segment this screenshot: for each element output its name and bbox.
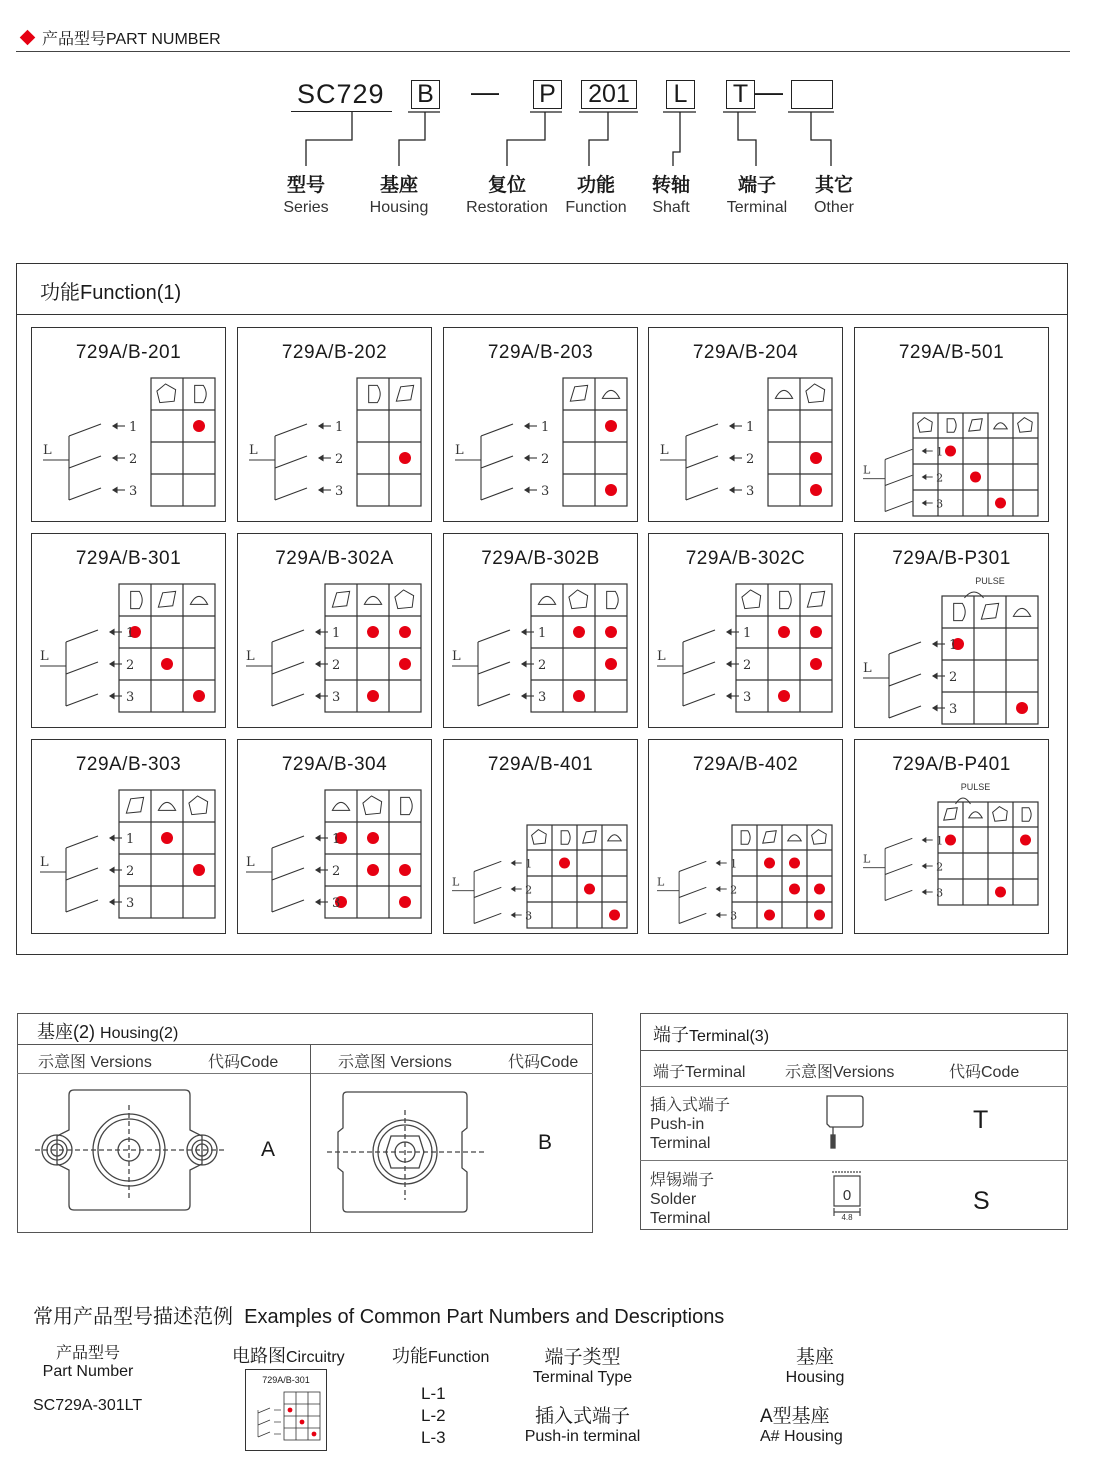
example-part-cn: 产品型号 — [55, 1345, 120, 1362]
part-label-en: Function — [565, 199, 627, 216]
circuit-terminal-label: 1 — [525, 857, 533, 871]
housing-code-header-b: 代码Code — [508, 1054, 579, 1071]
example-function-l2: L-2 — [421, 1406, 446, 1425]
terminal-pushin-en1: Push-in — [650, 1116, 705, 1133]
function-card-diagram — [649, 534, 841, 726]
part-label-en: Other — [813, 199, 854, 216]
contact-dot — [995, 498, 1006, 509]
terminal-title-en: Terminal(3) — [689, 1028, 770, 1045]
housing-code-a: A — [261, 1138, 276, 1161]
cam-icon — [195, 385, 207, 402]
circuit-terminal-label: 2 — [332, 864, 341, 879]
contact-dot — [312, 1432, 317, 1437]
example-terminal-value-cn: 插入式端子 — [534, 1406, 630, 1427]
circuit-label-l: L — [863, 463, 871, 477]
example-terminal-value — [505, 1401, 660, 1446]
cam-icon — [947, 419, 956, 433]
contact-dot — [605, 420, 617, 432]
terminal-pushin-cn: 插入式端子 — [650, 1097, 731, 1114]
contact-dot — [810, 626, 822, 638]
example-circuit-cn: 电路图 — [232, 1346, 286, 1366]
function-card-diagram — [444, 534, 636, 726]
part-label-cn: 其它 — [814, 174, 853, 196]
contact-dot — [789, 858, 800, 869]
circuit-terminal-label: 2 — [746, 452, 755, 467]
example-function-header — [392, 1342, 489, 1368]
terminal-solder-en2: Terminal — [650, 1210, 711, 1227]
terminal-col-versions: 示意图Versions — [785, 1064, 895, 1081]
cam-icon — [969, 812, 983, 818]
circuit-terminal-label: 3 — [525, 909, 533, 923]
function-card — [443, 327, 638, 522]
terminal-row-divider — [640, 1160, 1068, 1161]
example-housing-en: Housing — [785, 1369, 845, 1386]
terminal-row-solder-label — [650, 1171, 714, 1228]
examples-title — [33, 1300, 724, 1329]
function-card-title: 729A/B-304 — [281, 754, 388, 775]
cam-icon — [763, 831, 777, 843]
cam-icon — [806, 384, 825, 403]
contact-dot — [300, 1420, 305, 1425]
circuit-terminal-label: 2 — [936, 860, 944, 874]
contact-dot — [193, 864, 205, 876]
example-terminal-cn: 端子类型 — [544, 1347, 621, 1368]
solder-sketch-dim: 4.8 — [841, 1213, 853, 1222]
pulse-label: PULSE — [960, 782, 991, 792]
cam-icon — [401, 797, 413, 814]
circuit-terminal-label: 3 — [538, 690, 547, 705]
function-card-title: 729A/B-302A — [275, 548, 394, 569]
circuit-terminal-label: 1 — [936, 445, 944, 459]
function-card-title: 729A/B-303 — [75, 754, 182, 775]
function-card-diagram — [238, 328, 430, 520]
circuit-terminal-label: 3 — [730, 909, 738, 923]
cam-icon — [157, 384, 176, 403]
function-card-diagram — [238, 740, 430, 932]
part-label-cn: 型号 — [286, 174, 325, 196]
housing-header-divider — [17, 1073, 593, 1074]
example-housing-value — [760, 1401, 878, 1446]
contact-dot — [764, 910, 775, 921]
example-housing-header — [760, 1342, 870, 1387]
function-card-diagram — [32, 740, 224, 932]
example-function-cn: 功能 — [392, 1346, 428, 1366]
function-card — [237, 533, 432, 728]
contact-dot — [778, 626, 790, 638]
example-function-values — [421, 1383, 446, 1449]
cam-icon — [538, 596, 555, 604]
function-card — [648, 739, 843, 934]
solder-terminal-sketch — [822, 1166, 872, 1224]
part-label-cn: 复位 — [487, 174, 526, 196]
function-card-title: 729A/B-302C — [685, 548, 806, 569]
example-circuit-svg — [246, 1370, 326, 1450]
function-card-diagram — [444, 740, 636, 932]
circuit-terminal-label: 3 — [126, 690, 135, 705]
contact-dot — [399, 864, 411, 876]
cam-icon — [981, 603, 998, 619]
function-card — [31, 327, 226, 522]
contact-dot — [605, 626, 617, 638]
housing-code-header-a: 代码Code — [208, 1054, 279, 1071]
circuit-terminal-label: 3 — [332, 690, 341, 705]
circuit-terminal-label: 2 — [129, 452, 138, 467]
function-card — [443, 739, 638, 934]
circuit-terminal-label: 3 — [743, 690, 752, 705]
field-function: 201 — [581, 80, 637, 109]
circuit-label-l: L — [246, 649, 255, 664]
circuit-terminal-label: 2 — [541, 452, 550, 467]
circuit-terminal-label: 2 — [730, 883, 738, 897]
contact-dot — [605, 658, 617, 670]
cam-icon — [775, 390, 792, 398]
circuit-terminal-label: 1 — [332, 832, 341, 847]
housing-col-divider — [310, 1044, 311, 1233]
circuit-terminal-label: 2 — [949, 670, 958, 685]
example-function-l3: L-3 — [421, 1428, 446, 1447]
example-housing-value-en: A# Housing — [760, 1428, 843, 1445]
function-card — [648, 327, 843, 522]
cam-icon — [918, 418, 933, 433]
terminal-col-terminal: 端子Terminal — [653, 1064, 746, 1081]
housing-title-en: Housing(2) — [100, 1025, 179, 1042]
contact-dot — [814, 884, 825, 895]
function-card-diagram — [649, 740, 841, 932]
contact-dot — [367, 626, 379, 638]
cam-icon — [969, 419, 983, 431]
contact-dot — [367, 864, 379, 876]
contact-dot — [764, 858, 775, 869]
function-card — [237, 327, 432, 522]
cam-icon — [994, 423, 1008, 429]
circuit-label-l: L — [43, 443, 52, 458]
contact-dot — [605, 484, 617, 496]
contact-dot — [1016, 702, 1028, 714]
terminal-pushin-en2: Terminal — [650, 1135, 711, 1152]
pushin-terminal-sketch — [815, 1092, 875, 1154]
circuit-label-l: L — [249, 443, 258, 458]
contact-dot — [814, 910, 825, 921]
example-function-l1: L-1 — [421, 1384, 446, 1403]
function-card — [648, 533, 843, 728]
function-card-title: 729A/B-301 — [75, 548, 182, 569]
cam-icon — [131, 591, 143, 608]
circuit-terminal-label: 3 — [126, 896, 135, 911]
field-dash-2: — — [755, 76, 783, 107]
function-card-title: 729A/B-302B — [481, 548, 600, 569]
housing-versions-header-a: 示意图 Versions — [38, 1054, 152, 1071]
part-label-en: Terminal — [726, 199, 788, 216]
circuit-label-l: L — [660, 443, 669, 458]
example-circuit-title: 729A/B-301 — [262, 1375, 310, 1385]
circuit-terminal-label: 3 — [746, 484, 755, 499]
housing-title — [37, 1018, 178, 1044]
contact-dot — [810, 484, 822, 496]
example-function-en: Function — [428, 1349, 490, 1366]
part-label-en: Shaft — [652, 199, 690, 216]
circuit-terminal-label: 1 — [746, 420, 755, 435]
circuit-label-l: L — [657, 649, 666, 664]
housing-b-sketch — [325, 1080, 505, 1225]
cam-icon — [583, 831, 597, 843]
function-card — [854, 327, 1049, 522]
function-card — [443, 533, 638, 728]
example-terminal-value-en: Push-in terminal — [524, 1428, 641, 1445]
circuit-terminal-label: 2 — [332, 658, 341, 673]
circuit-terminal-label: 1 — [332, 626, 341, 641]
part-label-en: Restoration — [466, 199, 548, 216]
function-card-diagram — [649, 328, 841, 520]
cam-icon — [158, 802, 175, 810]
contact-dot — [193, 420, 205, 432]
cam-icon — [954, 603, 966, 620]
contact-dot — [945, 446, 956, 457]
cam-icon — [742, 590, 761, 609]
function-card-title: 729A/B-201 — [75, 342, 182, 363]
circuit-terminal-label: 2 — [126, 864, 135, 879]
circuit-terminal-label: 3 — [936, 497, 944, 511]
circuit-label-l: L — [455, 443, 464, 458]
part-label-en: Series — [283, 199, 329, 216]
solder-sketch-digit: 0 — [842, 1187, 852, 1204]
function-card — [854, 739, 1049, 934]
function-card-title: 729A/B-P401 — [892, 754, 1011, 775]
housing-title-divider — [17, 1044, 593, 1045]
circuit-terminal-label: 1 — [949, 638, 958, 653]
contact-dot — [367, 832, 379, 844]
function-card-diagram — [855, 328, 1047, 520]
part-label-cn: 基座 — [379, 174, 418, 196]
contact-dot — [367, 690, 379, 702]
circuit-terminal-label: 2 — [743, 658, 752, 673]
cam-icon — [607, 591, 619, 608]
terminal-title-divider — [640, 1050, 1068, 1051]
contact-dot — [995, 887, 1006, 898]
function-card-title: 729A/B-202 — [281, 342, 388, 363]
examples-title-cn: 常用产品型号描述范例 — [33, 1304, 233, 1328]
circuit-terminal-label: 1 — [126, 626, 135, 641]
circuit-terminal-label: 1 — [936, 834, 944, 848]
housing-code-b: B — [538, 1131, 553, 1154]
contact-dot — [559, 858, 570, 869]
circuit-terminal-label: 3 — [949, 702, 958, 717]
example-housing-value-cn: A型基座 — [760, 1406, 830, 1427]
function-card-diagram — [855, 740, 1047, 932]
function-card — [31, 533, 226, 728]
contact-dot — [810, 452, 822, 464]
terminal-code-t: T — [973, 1106, 989, 1134]
example-circuit-en: Circuitry — [286, 1349, 345, 1366]
part-label-cn: 端子 — [737, 174, 776, 196]
field-housing: B — [411, 80, 440, 109]
circuit-terminal-label: 2 — [538, 658, 547, 673]
example-housing-cn: 基座 — [795, 1347, 834, 1368]
circuit-terminal-label: 3 — [541, 484, 550, 499]
cam-icon — [993, 807, 1008, 822]
field-restoration: P — [533, 80, 562, 109]
function-card-title: 729A/B-203 — [487, 342, 594, 363]
pulse-label: PULSE — [975, 576, 1005, 586]
circuit-terminal-label: 1 — [541, 420, 550, 435]
field-shaft: L — [666, 80, 695, 109]
contact-dot — [399, 626, 411, 638]
circuit-terminal-label: 2 — [525, 883, 533, 897]
contact-dot — [778, 690, 790, 702]
cam-icon — [608, 835, 622, 841]
contact-dot — [573, 690, 585, 702]
contact-dot — [573, 626, 585, 638]
function-card — [854, 533, 1049, 728]
circuit-label-l: L — [452, 649, 461, 664]
circuit-label-l: L — [863, 661, 872, 676]
cam-icon — [807, 591, 824, 607]
cam-icon — [812, 830, 827, 845]
terminal-solder-en1: Solder — [650, 1191, 697, 1208]
circuit-terminal-label: 3 — [335, 484, 344, 499]
field-dash: — — [471, 76, 499, 107]
housing-title-cn: 基座(2) — [37, 1022, 95, 1042]
contact-dot — [399, 658, 411, 670]
circuit-terminal-label: 1 — [129, 420, 138, 435]
function-card-diagram — [238, 534, 430, 726]
circuit-terminal-label: 3 — [332, 896, 341, 911]
terminal-code-s: S — [973, 1187, 990, 1215]
example-terminal-en: Terminal Type — [532, 1369, 633, 1386]
cam-icon — [602, 390, 619, 398]
function-card-title: 729A/B-P301 — [892, 548, 1011, 569]
contact-dot — [1020, 835, 1031, 846]
function-card-title: 729A/B-204 — [692, 342, 799, 363]
function-card-diagram — [444, 328, 636, 520]
contact-dot — [970, 472, 981, 483]
circuit-terminal-label: 1 — [730, 857, 738, 871]
cam-icon — [332, 591, 349, 607]
examples-title-en: Examples of Common Part Numbers and Descriptions — [244, 1306, 725, 1328]
example-part-header — [38, 1345, 138, 1381]
circuit-terminal-label: 1 — [538, 626, 547, 641]
function-title: 功能Function(1) — [40, 282, 182, 304]
function-title-divider — [16, 314, 1068, 315]
contact-dot — [399, 896, 411, 908]
cam-icon — [1018, 418, 1033, 433]
contact-dot — [609, 910, 620, 921]
circuit-label-l: L — [40, 855, 49, 870]
part-number-prefix: SC729 — [297, 79, 385, 109]
contact-dot — [399, 452, 411, 464]
cam-icon — [395, 590, 414, 609]
part-label-en: Housing — [369, 199, 429, 216]
function-card-diagram — [32, 328, 224, 520]
contact-dot — [584, 884, 595, 895]
cam-icon — [1022, 808, 1031, 822]
terminal-title — [653, 1021, 769, 1047]
function-card-title: 729A/B-501 — [898, 342, 1005, 363]
circuit-terminal-label: 1 — [335, 420, 344, 435]
circuit-terminal-label: 2 — [126, 658, 135, 673]
cam-icon — [396, 385, 413, 401]
circuit-terminal-label: 1 — [743, 626, 752, 641]
example-part-en: Part Number — [42, 1363, 134, 1380]
cam-icon — [561, 831, 570, 845]
terminal-header-divider — [640, 1086, 1068, 1087]
cam-icon — [190, 596, 207, 604]
example-circuit-diagram — [245, 1369, 327, 1451]
contact-dot — [161, 658, 173, 670]
field-terminal: T — [726, 80, 755, 109]
cam-icon — [570, 385, 587, 401]
terminal-solder-cn: 焊锡端子 — [650, 1172, 715, 1189]
function-card-title: 729A/B-402 — [692, 754, 799, 775]
contact-dot — [789, 884, 800, 895]
circuit-terminal-label: 2 — [335, 452, 344, 467]
example-circuit-header — [232, 1342, 345, 1368]
circuit-label-l: L — [246, 855, 255, 870]
cam-icon — [569, 590, 588, 609]
terminal-title-cn: 端子 — [653, 1025, 689, 1045]
circuit-label-l: L — [657, 875, 665, 889]
circuit-label-l: L — [863, 852, 871, 866]
cam-icon — [780, 591, 792, 608]
function-card-title: 729A/B-401 — [487, 754, 594, 775]
housing-versions-header-b: 示意图 Versions — [338, 1054, 452, 1071]
circuit-terminal-label: 3 — [129, 484, 138, 499]
circuit-terminal-label: 1 — [126, 832, 135, 847]
cam-icon — [332, 802, 349, 810]
cam-icon — [741, 831, 750, 845]
contact-dot — [945, 835, 956, 846]
terminal-row-pushin-label — [650, 1096, 730, 1153]
cam-icon — [532, 830, 547, 845]
cam-icon — [364, 596, 381, 604]
terminal-col-code: 代码Code — [949, 1064, 1020, 1081]
cam-icon — [158, 591, 175, 607]
function-card-diagram — [32, 534, 224, 726]
part-label-cn: 转轴 — [651, 174, 690, 196]
function-card — [31, 739, 226, 934]
cam-icon — [944, 808, 958, 820]
function-card-diagram — [855, 534, 1047, 726]
cam-icon — [126, 797, 143, 813]
contact-dot — [161, 832, 173, 844]
example-part-value: SC729A-301LT — [33, 1397, 143, 1414]
cam-icon — [363, 796, 382, 815]
cam-icon — [788, 835, 802, 841]
circuit-label-l: L — [40, 649, 49, 664]
cam-icon — [1013, 608, 1030, 616]
cam-icon — [369, 385, 381, 402]
cam-icon — [189, 796, 208, 815]
contact-dot — [193, 690, 205, 702]
contact-dot — [288, 1408, 293, 1413]
function-card — [237, 739, 432, 934]
circuit-terminal-label: 3 — [936, 886, 944, 900]
example-terminal-header — [510, 1342, 655, 1387]
section-title: 产品型号PART NUMBER — [42, 31, 221, 48]
housing-a-sketch — [30, 1080, 240, 1225]
circuit-label-l: L — [452, 875, 460, 889]
contact-dot — [810, 658, 822, 670]
circuit-terminal-label: 2 — [936, 471, 944, 485]
part-label-cn: 功能 — [576, 174, 615, 196]
